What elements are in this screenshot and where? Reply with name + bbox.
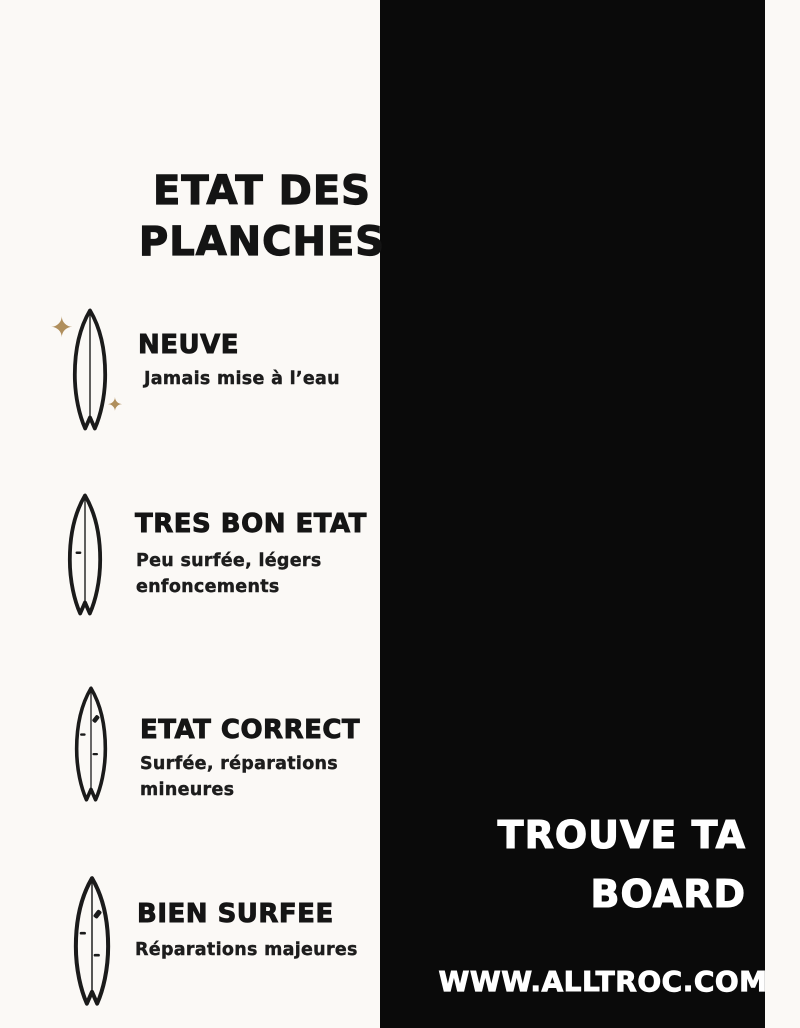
surfboard-minor-repairs-icon — [70, 685, 112, 805]
page-title — [112, 166, 412, 268]
condition-name: TRES BON ETAT — [135, 509, 367, 539]
sparkle-icon: ✦ — [107, 394, 123, 416]
title-line-1: ETAT DES — [153, 168, 371, 214]
surfboard-light-dings-icon — [64, 492, 106, 619]
condition-description: Peu surfée, légers enfoncements — [136, 551, 322, 598]
sparkle-icon: ✦ — [50, 311, 74, 344]
condition-name: ETAT CORRECT — [140, 715, 361, 745]
tagline-line-1: TROUVE TA — [497, 813, 746, 857]
condition-description: Jamais mise à l’eau — [144, 369, 340, 389]
condition-name: BIEN SURFEE — [137, 899, 334, 929]
surfboard-pristine-icon — [69, 307, 111, 434]
surfboard-major-repairs-icon — [70, 874, 114, 1010]
tagline-line-2: BOARD — [590, 871, 746, 916]
website-url: WWW.ALLTROC.COM — [438, 965, 768, 998]
title-line-2: PLANCHES — [138, 219, 386, 266]
condition-name: NEUVE — [138, 330, 240, 360]
condition-description: Surfée, réparations mineures — [140, 754, 339, 801]
tagline — [426, 806, 746, 924]
condition-description: Réparations majeures — [135, 940, 358, 960]
